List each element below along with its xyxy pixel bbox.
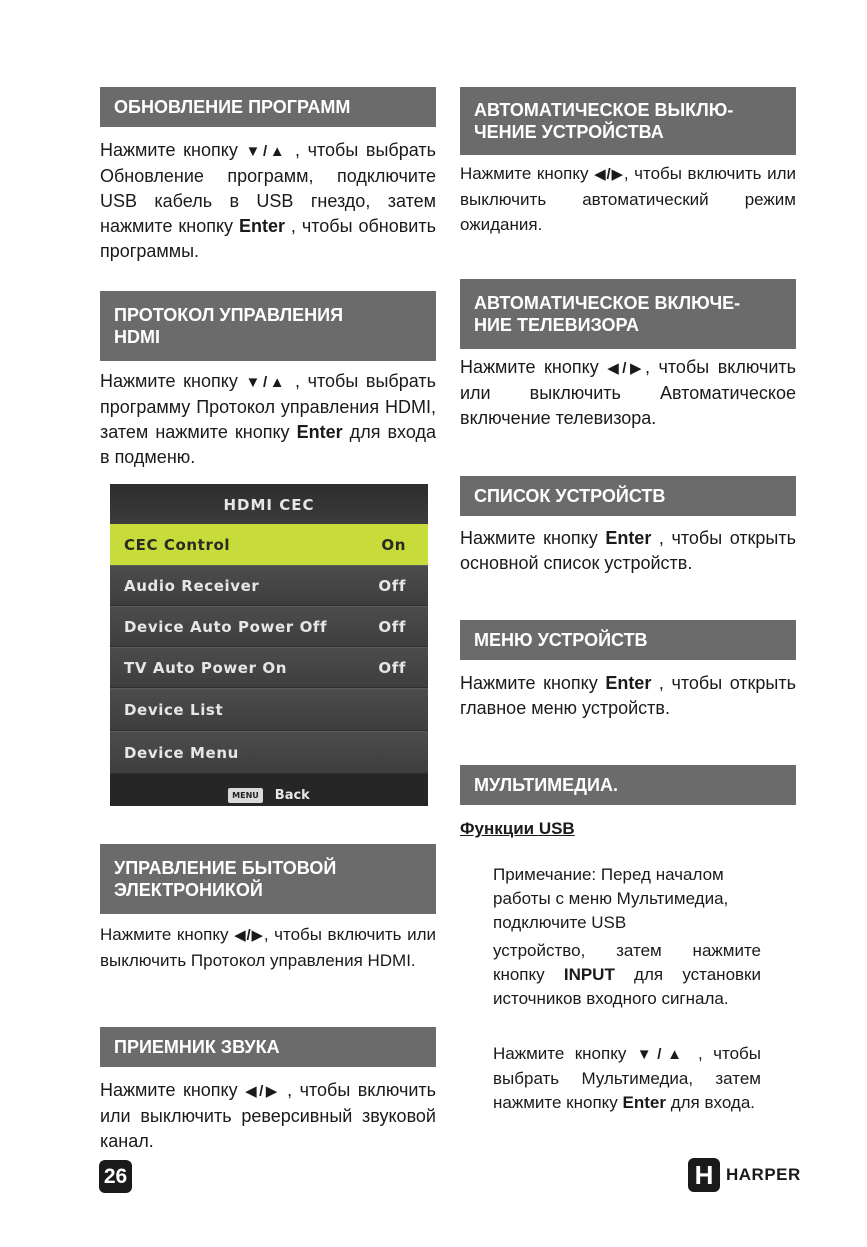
section-title-multimedia: МУЛЬТИМЕДИА. xyxy=(460,765,796,805)
text-fragment: Нажмите кнопку xyxy=(460,164,595,183)
cec-row-label: Audio Receiver xyxy=(124,576,260,595)
cec-row-label: Device Auto Power Off xyxy=(124,617,328,636)
left-right-arrows-icon: ◀/▶ xyxy=(594,166,624,183)
text-fragment: , чтобы открыть основной список устройств. xyxy=(460,528,796,573)
cec-row-label: CEC Control xyxy=(124,535,231,554)
consumer-electronics-control-text xyxy=(100,922,436,973)
down-up-arrows-icon: ▼/▲ xyxy=(245,374,288,391)
cec-row-label: TV Auto Power On xyxy=(124,658,288,677)
device-menu-text xyxy=(460,671,796,721)
cec-row-label: Device Menu xyxy=(124,743,239,762)
cec-row-value: Off xyxy=(378,576,406,595)
note-paragraph-1: Примечание: Перед началом работы с меню Мультимедиа, подключите USB xyxy=(493,865,729,932)
text-fragment: , чтобы включить или выключить реверсивный звуковой канал. xyxy=(100,1080,437,1151)
device-list-text xyxy=(460,526,796,576)
text-fragment: , чтобы включить или выключить Автоматическое включение телевизора. xyxy=(460,357,797,428)
cec-row-tv-auto-power-on[interactable] xyxy=(110,647,428,688)
page-number: 26 xyxy=(99,1160,132,1193)
input-key-label: INPUT xyxy=(563,965,615,984)
text-fragment: Нажмите кнопку xyxy=(100,1080,246,1100)
text-fragment: , чтобы включить или выключить Протокол управления HDMI. xyxy=(100,925,436,970)
harper-logo-icon: H xyxy=(688,1158,720,1192)
section-title-hdmi-protocol: ПРОТОКОЛ УПРАВЛЕНИЯ HDMI xyxy=(100,291,436,361)
harper-logo xyxy=(688,1158,801,1192)
auto-power-on-text xyxy=(460,355,796,431)
text-fragment: , чтобы выбрать Мультимедиа, затем нажмите кнопку xyxy=(493,1044,761,1112)
text-fragment: , чтобы включить или выключить автоматический режим ожидания. xyxy=(460,164,796,234)
section-title-consumer-electronics-control: УПРАВЛЕНИЕ БЫТОВОЙ ЭЛЕКТРОНИКОЙ xyxy=(100,844,436,914)
cec-row-device-auto-power-off[interactable] xyxy=(110,606,428,647)
left-right-arrows-icon: ◀/▶ xyxy=(607,360,645,377)
hdmi-cec-menu-screenshot xyxy=(110,484,428,806)
note-paragraph-2 xyxy=(493,939,761,1011)
cec-row-cec-control[interactable] xyxy=(110,524,428,565)
section-title-auto-power-on: АВТОМАТИЧЕСКОЕ ВКЛЮЧЕ- НИЕ ТЕЛЕВИЗОРА xyxy=(460,279,796,349)
text-fragment: , чтобы выбрать программу Протокол управления HDMI, затем нажмите кнопку xyxy=(100,371,436,442)
text-fragment: Нажмите кнопку xyxy=(100,371,246,391)
text-fragment: устройство, затем нажмите кнопку xyxy=(493,941,761,984)
text-fragment: Нажмите кнопку xyxy=(460,357,608,377)
down-up-arrows-icon: ▼/▲ xyxy=(636,1046,688,1063)
cec-row-value: Off xyxy=(378,617,406,636)
left-right-arrows-icon: ◀/▶ xyxy=(234,927,264,944)
section-title-audio-receiver: ПРИЕМНИК ЗВУКА xyxy=(100,1027,436,1067)
cec-row-device-menu[interactable] xyxy=(110,731,428,774)
auto-power-off-text xyxy=(460,161,796,237)
text-fragment: Нажмите кнопку xyxy=(100,925,235,944)
text-fragment: для установки источников входного сигнала. xyxy=(493,965,761,1008)
enter-key-label: Enter xyxy=(622,1093,666,1112)
menu-key-icon: MENU xyxy=(228,788,263,803)
cec-row-label: Device List xyxy=(124,700,224,719)
section-title-software-update: ОБНОВЛЕНИЕ ПРОГРАММ xyxy=(100,87,436,127)
text-fragment: , чтобы открыть главное меню устройств. xyxy=(460,673,796,718)
text-fragment: , чтобы выбрать Обновление программ, подключите USB кабель в USB гнездо, затем нажмите кнопку xyxy=(100,140,436,236)
enter-key-label: Enter xyxy=(296,422,343,442)
text-fragment: для входа в подменю. xyxy=(100,422,436,467)
hdmi-protocol-text xyxy=(100,369,436,470)
text-fragment: , чтобы обновить программы. xyxy=(100,216,436,261)
note-paragraph-3 xyxy=(493,1042,761,1115)
down-up-arrows-icon: ▼/▲ xyxy=(245,143,288,160)
cec-row-value: Off xyxy=(378,658,406,677)
text-fragment: Нажмите кнопку xyxy=(460,528,606,548)
usb-functions-title: Функции USB xyxy=(460,819,575,838)
section-title-device-menu: МЕНЮ УСТРОЙСТВ xyxy=(460,620,796,660)
cec-menu-footer xyxy=(110,774,428,806)
cec-row-value: On xyxy=(381,535,406,554)
section-title-auto-power-off: АВТОМАТИЧЕСКОЕ ВЫКЛЮ- ЧЕНИЕ УСТРОЙСТВА xyxy=(460,87,796,155)
text-fragment: Нажмите кнопку xyxy=(460,673,606,693)
text-fragment: Нажмите кнопку xyxy=(100,140,246,160)
enter-key-label: Enter xyxy=(605,673,652,693)
left-right-arrows-icon: ◀/▶ xyxy=(245,1083,280,1100)
cec-menu-title: HDMI CEC xyxy=(110,484,428,524)
brand-name: HARPER xyxy=(726,1165,801,1184)
enter-key-label: Enter xyxy=(238,216,285,236)
cec-row-audio-receiver[interactable] xyxy=(110,565,428,606)
section-title-device-list: СПИСОК УСТРОЙСТВ xyxy=(460,476,796,516)
enter-key-label: Enter xyxy=(605,528,652,548)
back-label[interactable]: Back xyxy=(274,788,310,803)
software-update-text xyxy=(100,138,436,264)
text-fragment: Нажмите кнопку xyxy=(493,1044,637,1063)
text-fragment: для входа. xyxy=(665,1093,755,1112)
audio-receiver-text xyxy=(100,1078,436,1154)
cec-row-device-list[interactable] xyxy=(110,688,428,731)
